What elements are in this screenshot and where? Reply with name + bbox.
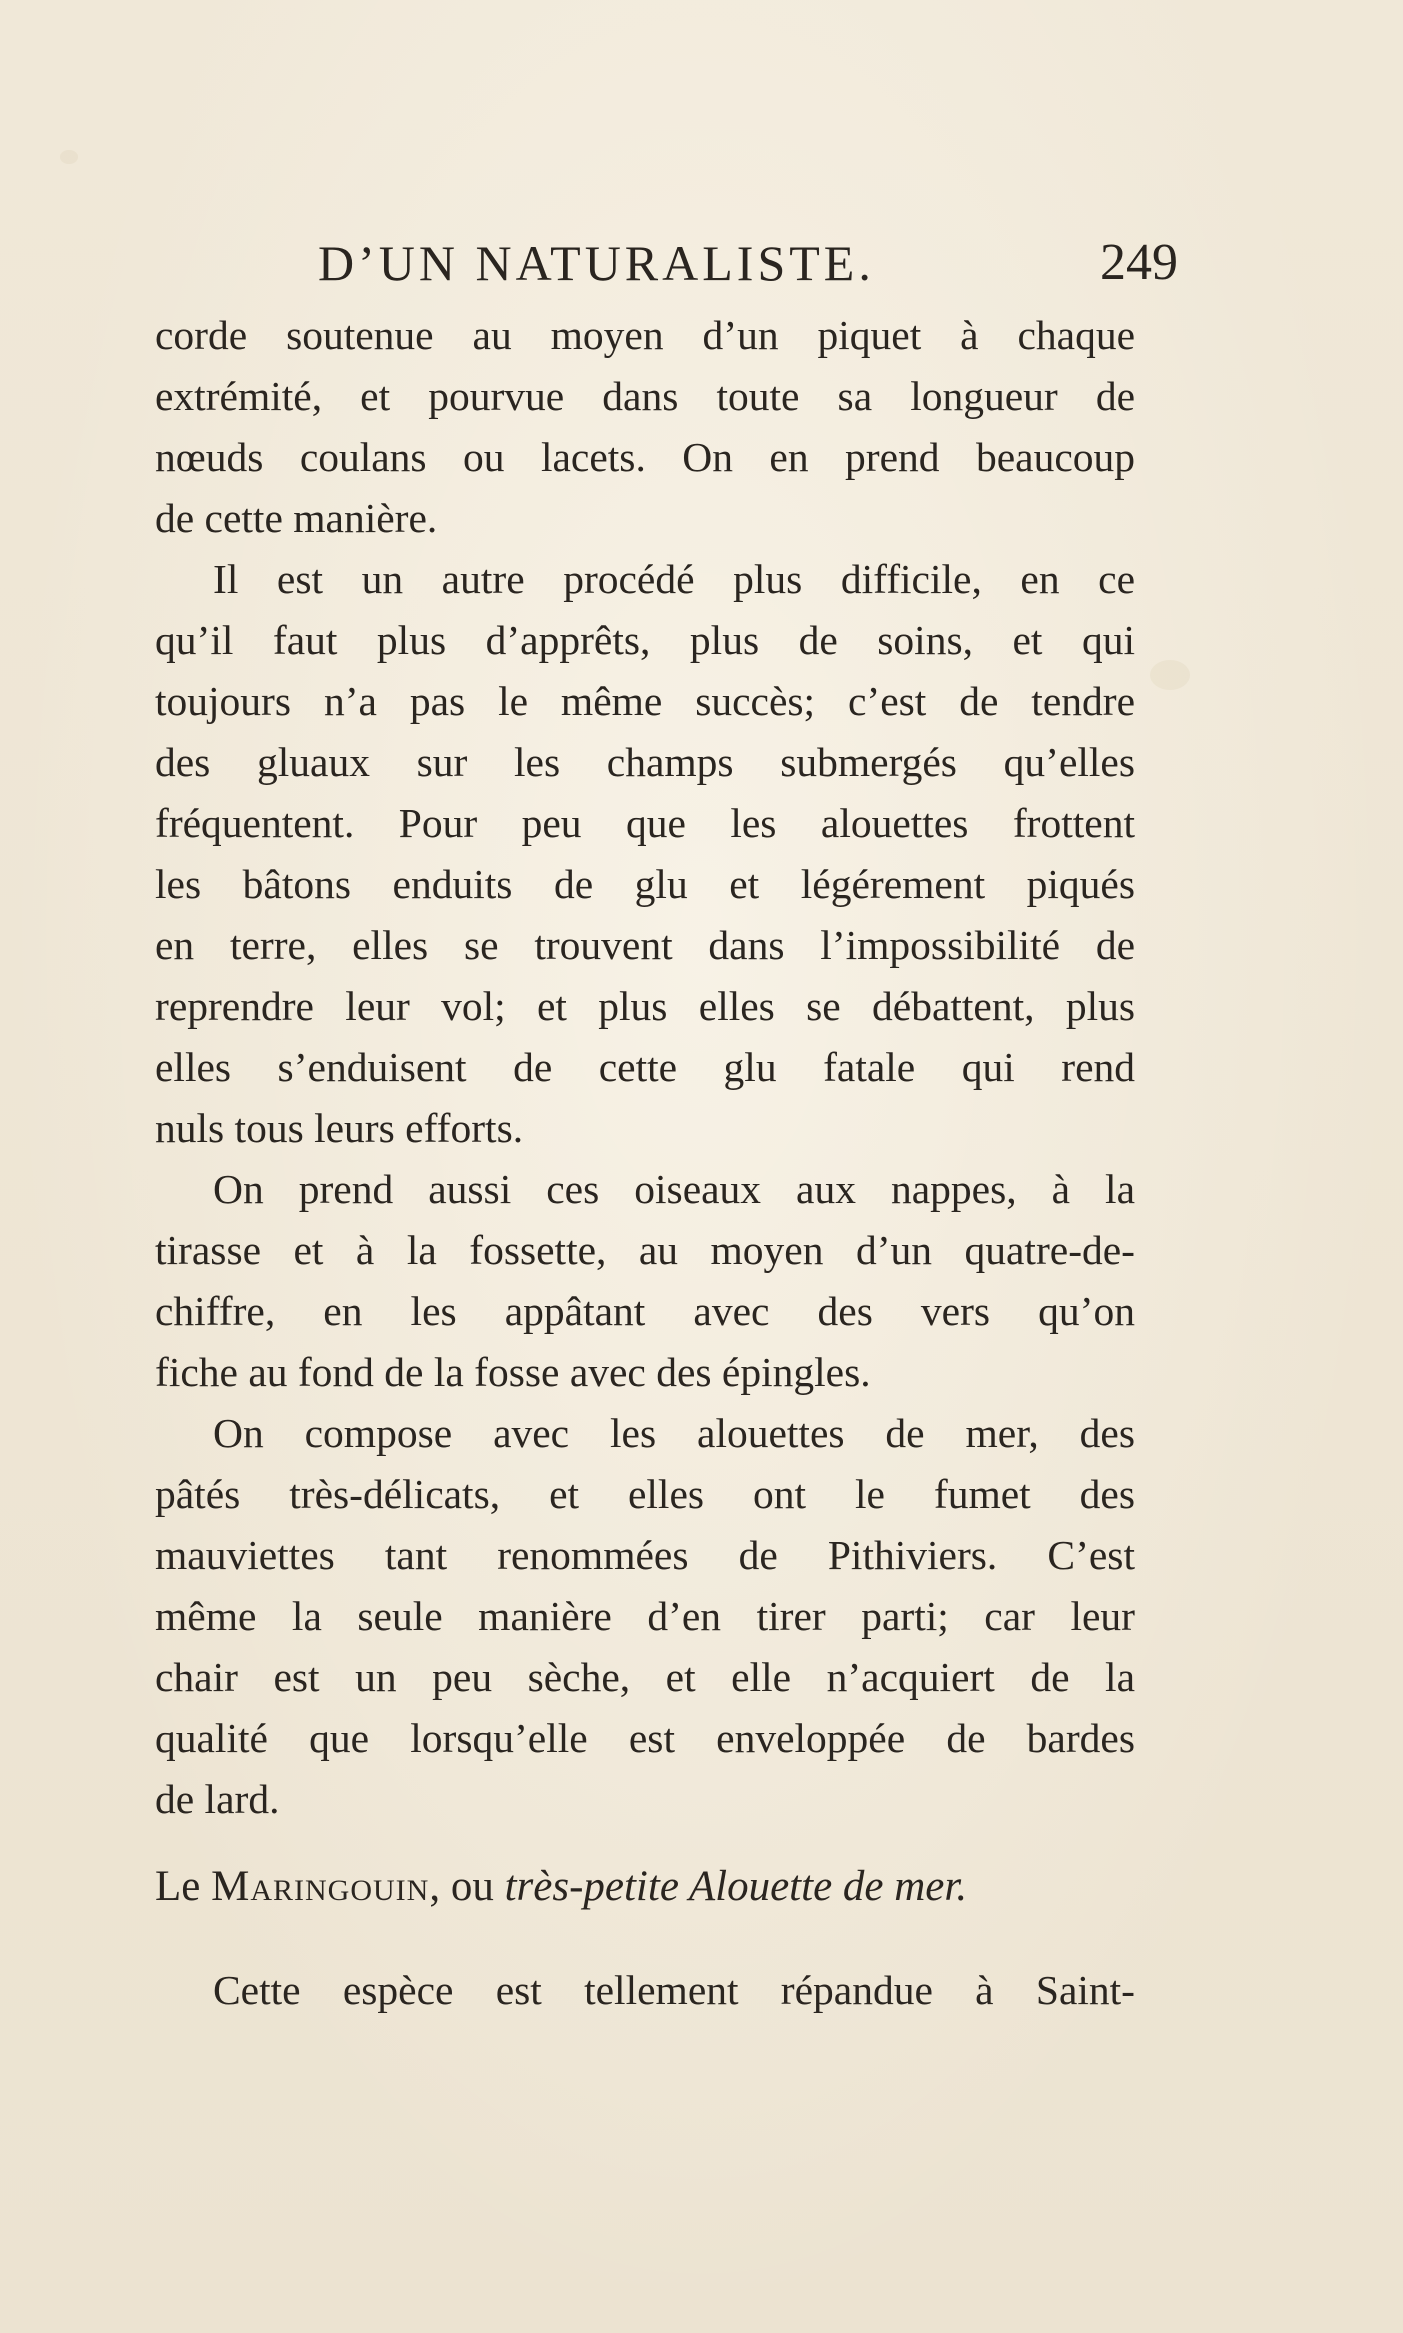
species-name: Maringouin (211, 1863, 430, 1910)
text-line: nœuds coulans ou lacets. On en prend beaucoup (155, 434, 1135, 480)
text-line: fréquentent. Pour peu que les alouettes frottent (155, 800, 1135, 846)
text-line: fiche au fond de la fosse avec des épingles. (155, 1349, 871, 1395)
section-heading (155, 1857, 1145, 1917)
text-line: Il est un autre procédé plus difficile, en ce (213, 556, 1135, 602)
text-line: les bâtons enduits de glu et légérement piqués (155, 861, 1135, 907)
text-line: On prend aussi ces oiseaux aux nappes, à la (213, 1166, 1135, 1212)
text-line: tirasse et à la fossette, au moyen d’un quatre-de- (155, 1227, 1135, 1273)
text-line: reprendre leur vol; et plus elles se débattent, plus (155, 983, 1135, 1029)
text-line: extrémité, et pourvue dans toute sa longueur de (155, 373, 1135, 419)
text-line: qu’il faut plus d’apprêts, plus de soins, et qui (155, 617, 1135, 663)
heading-prefix: Le (155, 1863, 212, 1910)
paper-stain (60, 150, 78, 164)
text-line: de lard. (155, 1776, 280, 1822)
body-text (155, 305, 1135, 1830)
text-line: même la seule manière d’en tirer parti; car leur (155, 1593, 1135, 1639)
closing-paragraph (155, 1960, 1135, 2021)
text-line: elles s’enduisent de cette glu fatale qui rend (155, 1044, 1135, 1090)
paper-stain (1150, 660, 1190, 690)
text-line: en terre, elles se trouvent dans l’impossibilité de (155, 922, 1135, 968)
text-line: Cette espèce est tellement répandue à Saint- (213, 1967, 1135, 2013)
text-line: pâtés très-délicats, et elles ont le fumet des (155, 1471, 1135, 1517)
text-line: corde soutenue au moyen d’un piquet à chaque (155, 312, 1135, 358)
page-number: 249 (1100, 234, 1178, 291)
text-line: qualité que lorsqu’elle est enveloppée de bardes (155, 1715, 1135, 1761)
text-line: toujours n’a pas le même succès; c’est de tendre (155, 678, 1135, 724)
text-line: chair est un peu sèche, et elle n’acquiert de la (155, 1654, 1135, 1700)
species-subtitle: très-petite Alouette de mer. (504, 1863, 968, 1910)
running-title: D’UN NATURALISTE. (318, 235, 875, 291)
text-line: chiffre, en les appâtant avec des vers qu’on (155, 1288, 1135, 1334)
text-line: On compose avec les alouettes de mer, des (213, 1410, 1135, 1456)
text-line: mauviettes tant renommées de Pithiviers. C’est (155, 1532, 1135, 1578)
text-line: des gluaux sur les champs submergés qu’elles (155, 739, 1135, 785)
heading-separator: , ou (429, 1863, 505, 1910)
text-line: de cette manière. (155, 495, 438, 541)
running-head (318, 228, 1178, 298)
text-line: nuls tous leurs efforts. (155, 1105, 524, 1151)
